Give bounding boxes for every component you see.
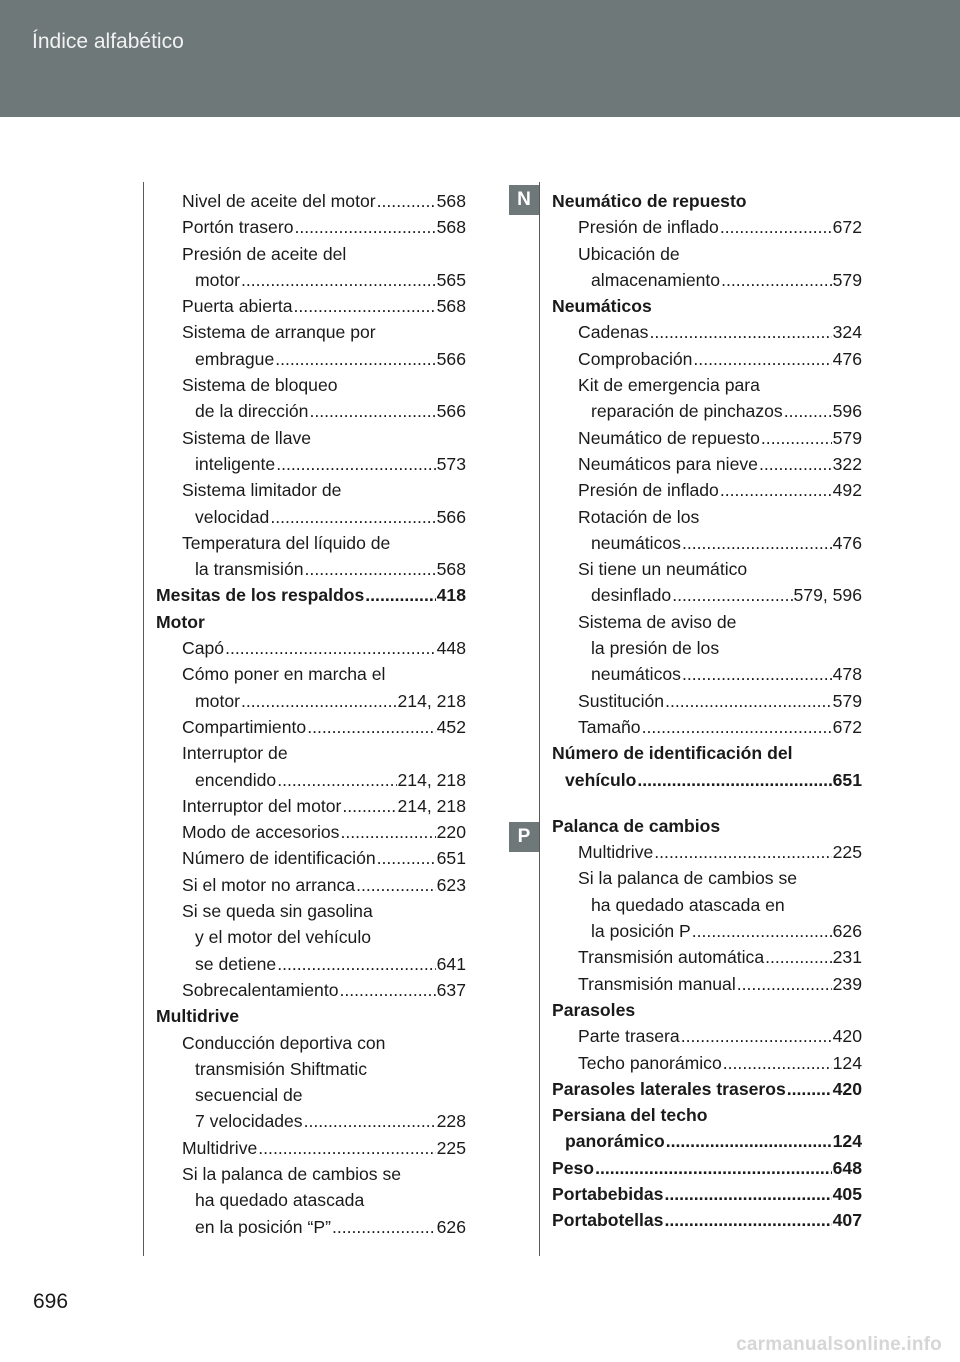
index-entry bbox=[156, 767, 466, 793]
entry-term: Palanca de cambios bbox=[552, 815, 721, 836]
entry-page: 672 bbox=[832, 716, 862, 737]
index-entry bbox=[156, 451, 466, 477]
dot-leader bbox=[666, 1128, 832, 1154]
index-entry bbox=[552, 892, 862, 918]
dot-leader bbox=[637, 767, 831, 793]
entry-term: la presión de los bbox=[591, 638, 720, 659]
index-entry bbox=[156, 793, 466, 819]
index-entry bbox=[156, 1030, 466, 1056]
entry-page: 648 bbox=[832, 1157, 862, 1178]
index-entry bbox=[552, 346, 862, 372]
dot-leader bbox=[294, 293, 436, 319]
entry-page: 641 bbox=[436, 953, 466, 974]
dot-leader bbox=[595, 1155, 832, 1181]
index-entry bbox=[156, 819, 466, 845]
index-entry bbox=[156, 1161, 466, 1187]
entry-term: Neumáticos para nieve bbox=[578, 453, 758, 474]
index-entry bbox=[156, 714, 466, 740]
index-entry bbox=[552, 1155, 862, 1181]
entry-page: 637 bbox=[436, 979, 466, 1000]
dot-leader bbox=[277, 951, 435, 977]
index-entry bbox=[156, 872, 466, 898]
index-entry bbox=[156, 661, 466, 687]
entry-page: 568 bbox=[436, 559, 466, 580]
index-entry bbox=[156, 924, 466, 950]
index-entry bbox=[552, 661, 862, 687]
index-entry bbox=[552, 971, 862, 997]
entry-term: Portabebidas bbox=[552, 1183, 664, 1204]
entry-term: Sistema limitador de bbox=[182, 480, 342, 501]
index-entry bbox=[156, 1082, 466, 1108]
dot-leader bbox=[642, 714, 832, 740]
dot-leader bbox=[342, 793, 396, 819]
dot-leader bbox=[365, 582, 435, 608]
entry-page: 324 bbox=[832, 322, 862, 343]
entry-term: Tamaño bbox=[578, 716, 641, 737]
entry-page: 478 bbox=[832, 664, 862, 685]
entry-page: 596 bbox=[832, 401, 862, 422]
entry-term: Techo panorámico bbox=[578, 1052, 722, 1073]
index-entry bbox=[156, 1056, 466, 1082]
entry-term: Cómo poner en marcha el bbox=[182, 664, 386, 685]
dot-leader bbox=[759, 451, 832, 477]
dot-leader bbox=[761, 425, 832, 451]
entry-page: 225 bbox=[832, 842, 862, 863]
entry-term: Sistema de arranque por bbox=[182, 322, 376, 343]
dot-leader bbox=[356, 872, 436, 898]
dot-leader bbox=[737, 971, 832, 997]
dot-leader bbox=[720, 477, 832, 503]
index-entry bbox=[552, 398, 862, 424]
entry-term: Portabotellas bbox=[552, 1210, 664, 1231]
entry-page: 322 bbox=[832, 453, 862, 474]
index-entry bbox=[552, 477, 862, 503]
entry-term: Rotación de los bbox=[578, 506, 700, 527]
entry-page: 579 bbox=[832, 269, 862, 290]
index-entry bbox=[156, 214, 466, 240]
index-entry bbox=[156, 504, 466, 530]
index-entry bbox=[156, 319, 466, 345]
dot-leader bbox=[340, 977, 436, 1003]
index-entry bbox=[156, 1003, 466, 1029]
index-entry bbox=[552, 1050, 862, 1076]
entry-term: almacenamiento bbox=[591, 269, 721, 290]
dot-leader bbox=[723, 1050, 832, 1076]
dot-leader bbox=[664, 1207, 831, 1233]
entry-term: la transmisión bbox=[195, 559, 304, 580]
index-entry bbox=[552, 839, 862, 865]
entry-term: desinflado bbox=[591, 585, 672, 606]
entry-page: 626 bbox=[832, 921, 862, 942]
entry-term: Multidrive bbox=[156, 1006, 240, 1027]
dot-leader bbox=[672, 582, 792, 608]
dot-leader bbox=[309, 398, 435, 424]
entry-page: 448 bbox=[436, 638, 466, 659]
entry-term: Kit de emergencia para bbox=[578, 375, 760, 396]
entry-page: 568 bbox=[436, 217, 466, 238]
section-gap bbox=[552, 793, 862, 813]
entry-term: Modo de accesorios bbox=[182, 822, 340, 843]
entry-page: 476 bbox=[832, 348, 862, 369]
index-entry bbox=[156, 372, 466, 398]
index-entry bbox=[156, 635, 466, 661]
entry-term: 7 velocidades bbox=[195, 1111, 303, 1132]
entry-term: Sistema de aviso de bbox=[578, 611, 737, 632]
entry-term: transmisión Shiftmatic bbox=[195, 1058, 368, 1079]
index-entry bbox=[552, 944, 862, 970]
entry-term: Sistema de llave bbox=[182, 427, 312, 448]
index-entry bbox=[552, 530, 862, 556]
entry-page: 568 bbox=[436, 296, 466, 317]
entry-page: 407 bbox=[832, 1210, 862, 1231]
entry-term: Si tiene un neumático bbox=[578, 559, 748, 580]
entry-term: Multidrive bbox=[182, 1137, 258, 1158]
index-entry bbox=[552, 504, 862, 530]
entry-term: motor bbox=[195, 269, 240, 290]
entry-page: 623 bbox=[436, 874, 466, 895]
column-divider-right bbox=[539, 182, 540, 1256]
dot-leader bbox=[277, 767, 396, 793]
index-entry bbox=[552, 556, 862, 582]
entry-term: Sobrecalentamiento bbox=[182, 979, 339, 1000]
index-column-left bbox=[156, 188, 466, 1240]
entry-term: Portón trasero bbox=[182, 217, 294, 238]
dot-leader bbox=[377, 188, 436, 214]
index-entry bbox=[552, 214, 862, 240]
dot-leader bbox=[270, 504, 435, 530]
entry-page: 124 bbox=[832, 1052, 862, 1073]
dot-leader bbox=[294, 214, 435, 240]
entry-term: Sustitución bbox=[578, 690, 665, 711]
index-entry bbox=[156, 609, 466, 635]
index-entry bbox=[156, 477, 466, 503]
entry-page: 579, 596 bbox=[793, 585, 862, 606]
index-entry bbox=[552, 451, 862, 477]
index-entry bbox=[552, 1076, 862, 1102]
entry-term: Si se queda sin gasolina bbox=[182, 901, 373, 922]
index-entry bbox=[156, 293, 466, 319]
entry-term: Presión de inflado bbox=[578, 217, 719, 238]
entry-page: 476 bbox=[832, 532, 862, 553]
entry-term: Neumático de repuesto bbox=[552, 191, 747, 211]
index-entry bbox=[156, 425, 466, 451]
entry-term: Puerta abierta bbox=[182, 296, 293, 317]
entry-term: Peso bbox=[552, 1157, 595, 1178]
entry-term: Mesitas de los respaldos bbox=[156, 585, 365, 606]
index-entry bbox=[156, 267, 466, 293]
entry-term: reparación de pinchazos bbox=[591, 401, 783, 422]
entry-term: secuencial de bbox=[195, 1085, 303, 1106]
entry-term: Sistema de bloqueo bbox=[182, 375, 338, 396]
entry-term: Comprobación bbox=[578, 348, 693, 369]
index-entry bbox=[552, 740, 862, 766]
dot-leader bbox=[720, 214, 832, 240]
section-letter-p: P bbox=[509, 822, 539, 852]
index-entry bbox=[552, 1207, 862, 1233]
header-title: Índice alfabético bbox=[32, 30, 184, 53]
entry-term: Parasoles laterales traseros bbox=[552, 1078, 786, 1099]
entry-page: 124 bbox=[832, 1131, 862, 1152]
dot-leader bbox=[682, 661, 832, 687]
index-entry bbox=[552, 241, 862, 267]
index-entry bbox=[552, 767, 862, 793]
index-entry bbox=[552, 293, 862, 319]
page-header bbox=[0, 0, 960, 117]
index-entry bbox=[156, 582, 466, 608]
entry-term: panorámico bbox=[565, 1131, 665, 1152]
entry-term: velocidad bbox=[195, 506, 270, 527]
dot-leader bbox=[765, 944, 832, 970]
entry-term: Neumático de repuesto bbox=[578, 427, 760, 448]
index-entry bbox=[156, 1108, 466, 1134]
index-entry bbox=[156, 688, 466, 714]
index-entry bbox=[552, 688, 862, 714]
entry-term: Cadenas bbox=[578, 322, 649, 343]
dot-leader bbox=[377, 845, 436, 871]
index-entry bbox=[552, 425, 862, 451]
entry-term: Ubicación de bbox=[578, 243, 680, 264]
entry-term: Compartimiento bbox=[182, 716, 307, 737]
entry-page: 672 bbox=[832, 217, 862, 238]
index-entry bbox=[552, 609, 862, 635]
entry-term: Presión de inflado bbox=[578, 480, 719, 501]
entry-page: 420 bbox=[832, 1078, 862, 1099]
index-entry bbox=[156, 898, 466, 924]
entry-page: 568 bbox=[436, 191, 466, 211]
entry-page: 565 bbox=[436, 269, 466, 290]
entry-term: Nivel de aceite del motor bbox=[182, 191, 376, 211]
entry-term: motor bbox=[195, 690, 240, 711]
entry-page: 566 bbox=[436, 348, 466, 369]
entry-term: Si la palanca de cambios se bbox=[578, 868, 798, 889]
entry-term: neumáticos bbox=[591, 664, 681, 685]
entry-term: Número de identificación del bbox=[552, 743, 793, 764]
dot-leader bbox=[241, 267, 436, 293]
entry-term: se detiene bbox=[195, 953, 277, 974]
dot-leader bbox=[664, 1181, 831, 1207]
entry-term: Número de identificación bbox=[182, 848, 376, 869]
entry-page: 452 bbox=[436, 716, 466, 737]
entry-term: Persiana del techo bbox=[552, 1105, 708, 1126]
entry-term: Neumáticos bbox=[552, 296, 652, 317]
entry-term: la posición P bbox=[591, 921, 691, 942]
entry-term: encendido bbox=[195, 769, 277, 790]
index-entry bbox=[552, 319, 862, 345]
entry-page: 231 bbox=[832, 947, 862, 968]
dot-leader bbox=[304, 1108, 436, 1134]
entry-page: 405 bbox=[832, 1183, 862, 1204]
entry-term: ha quedado atascada en bbox=[591, 894, 785, 915]
index-entry bbox=[552, 918, 862, 944]
entry-term: inteligente bbox=[195, 453, 276, 474]
index-entry bbox=[156, 951, 466, 977]
dot-leader bbox=[241, 688, 397, 714]
entry-page: 220 bbox=[436, 822, 466, 843]
index-entry bbox=[552, 1023, 862, 1049]
entry-term: Parasoles bbox=[552, 999, 636, 1020]
index-entry bbox=[156, 556, 466, 582]
dot-leader bbox=[787, 1076, 832, 1102]
index-entry bbox=[156, 1135, 466, 1161]
entry-page: 492 bbox=[832, 480, 862, 501]
entry-page: 566 bbox=[436, 506, 466, 527]
dot-leader bbox=[654, 839, 831, 865]
dot-leader bbox=[693, 346, 831, 372]
entry-page: 573 bbox=[436, 453, 466, 474]
index-entry bbox=[156, 1214, 466, 1240]
entry-page: 214, 218 bbox=[397, 795, 466, 816]
page-number: 696 bbox=[33, 1290, 69, 1313]
index-entry bbox=[156, 740, 466, 766]
index-entry bbox=[156, 845, 466, 871]
index-entry bbox=[156, 977, 466, 1003]
index-entry bbox=[552, 635, 862, 661]
entry-term: Interruptor de bbox=[182, 743, 288, 764]
dot-leader bbox=[305, 556, 436, 582]
entry-term: Motor bbox=[156, 611, 205, 632]
index-entry bbox=[156, 241, 466, 267]
dot-leader bbox=[307, 714, 435, 740]
dot-leader bbox=[258, 1135, 435, 1161]
entry-term: Parte trasera bbox=[578, 1026, 680, 1047]
index-entry bbox=[552, 714, 862, 740]
index-entry bbox=[552, 267, 862, 293]
index-entry bbox=[552, 372, 862, 398]
entry-page: 418 bbox=[436, 585, 466, 606]
entry-page: 651 bbox=[832, 769, 862, 790]
entry-term: embrague bbox=[195, 348, 275, 369]
index-entry bbox=[156, 530, 466, 556]
index-entry bbox=[552, 1102, 862, 1128]
entry-term: Temperatura del líquido de bbox=[182, 532, 391, 553]
index-entry bbox=[156, 398, 466, 424]
dot-leader bbox=[332, 1214, 436, 1240]
entry-term: Multidrive bbox=[578, 842, 654, 863]
entry-page: 579 bbox=[832, 690, 862, 711]
entry-term: ha quedado atascada bbox=[195, 1190, 365, 1211]
index-column-right bbox=[552, 188, 862, 1234]
entry-page: 225 bbox=[436, 1137, 466, 1158]
entry-term: Conducción deportiva con bbox=[182, 1032, 386, 1053]
index-entry bbox=[156, 188, 466, 214]
dot-leader bbox=[649, 319, 831, 345]
dot-leader bbox=[225, 635, 436, 661]
index-entry bbox=[552, 813, 862, 839]
column-divider-left bbox=[143, 182, 144, 1256]
entry-page: 579 bbox=[832, 427, 862, 448]
entry-page: 214, 218 bbox=[397, 769, 466, 790]
dot-leader bbox=[784, 398, 832, 424]
entry-page: 420 bbox=[832, 1026, 862, 1047]
dot-leader bbox=[275, 346, 435, 372]
entry-term: y el motor del vehículo bbox=[195, 927, 372, 948]
entry-term: Interruptor del motor bbox=[182, 795, 342, 816]
index-entry bbox=[552, 865, 862, 891]
index-entry bbox=[552, 582, 862, 608]
entry-term: Presión de aceite del bbox=[182, 243, 347, 264]
entry-term: Si el motor no arranca bbox=[182, 874, 356, 895]
dot-leader bbox=[692, 918, 832, 944]
entry-term: neumáticos bbox=[591, 532, 681, 553]
index-entry bbox=[156, 346, 466, 372]
entry-term: Si la palanca de cambios se bbox=[182, 1163, 402, 1184]
index-entry bbox=[552, 997, 862, 1023]
dot-leader bbox=[681, 1023, 832, 1049]
index-entry bbox=[552, 1181, 862, 1207]
entry-page: 566 bbox=[436, 401, 466, 422]
entry-page: 214, 218 bbox=[397, 690, 466, 711]
entry-term: Capó bbox=[182, 638, 225, 659]
dot-leader bbox=[340, 819, 435, 845]
entry-term: de la dirección bbox=[195, 401, 309, 422]
dot-leader bbox=[276, 451, 435, 477]
dot-leader bbox=[682, 530, 832, 556]
dot-leader bbox=[721, 267, 832, 293]
entry-page: 651 bbox=[436, 848, 466, 869]
watermark: carmanualsonline.info bbox=[736, 1334, 942, 1355]
entry-term: Transmisión manual bbox=[578, 973, 736, 994]
entry-term: en la posición “P” bbox=[195, 1216, 331, 1237]
entry-page: 626 bbox=[436, 1216, 466, 1237]
index-entry bbox=[552, 188, 862, 214]
index-entry bbox=[552, 1128, 862, 1154]
entry-term: Transmisión automática bbox=[578, 947, 765, 968]
entry-term: vehículo bbox=[565, 769, 637, 790]
entry-page: 228 bbox=[436, 1111, 466, 1132]
entry-page: 239 bbox=[832, 973, 862, 994]
section-letter-n: N bbox=[509, 185, 539, 215]
index-entry bbox=[156, 1187, 466, 1213]
dot-leader bbox=[665, 688, 832, 714]
